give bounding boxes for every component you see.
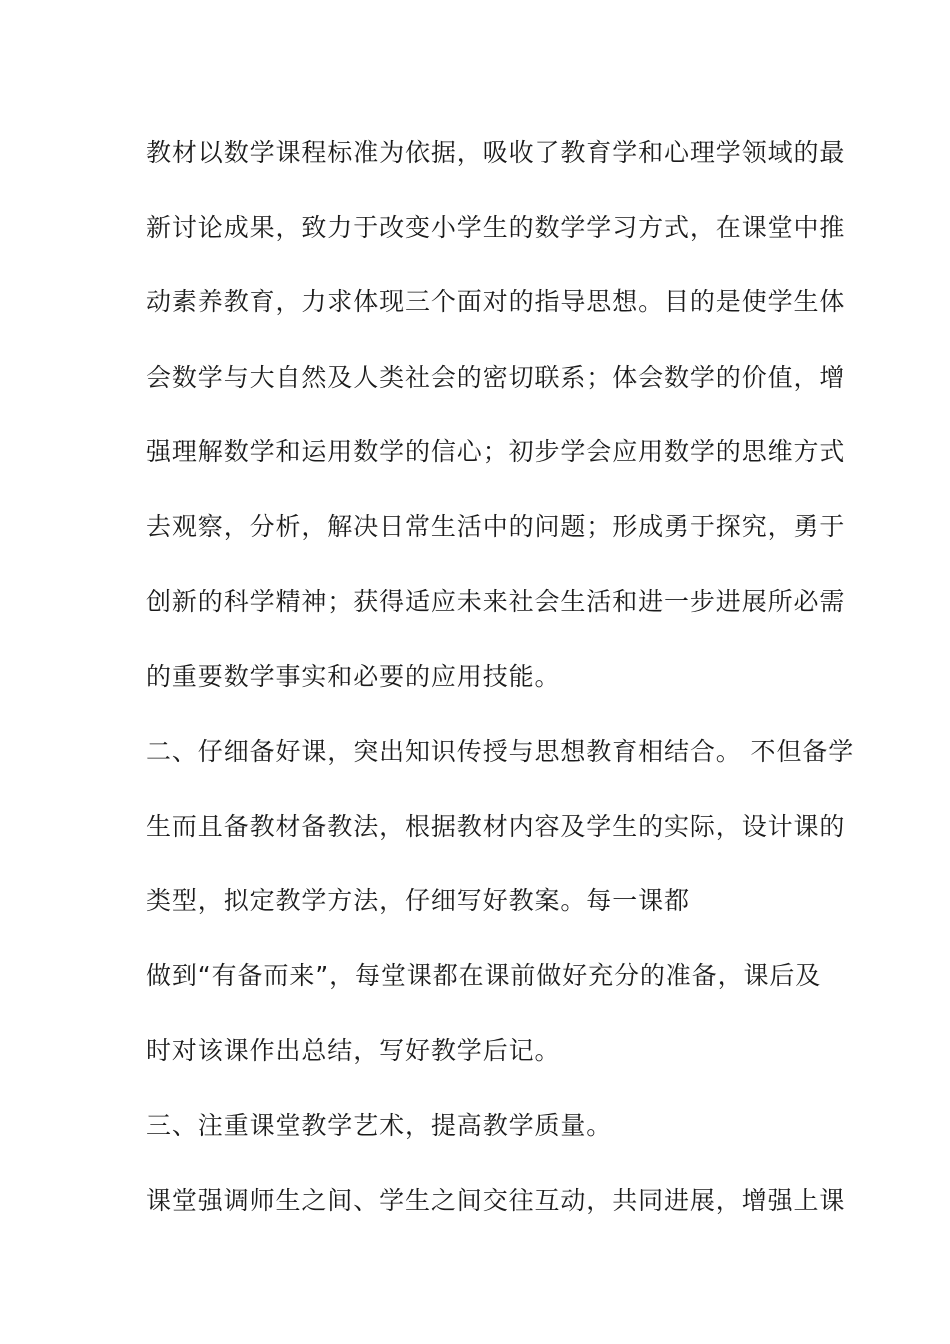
- section-heading-line: 三、注重课堂教学艺术，提高教学质量。: [146, 1111, 613, 1140]
- body-text-line: 时对该课作出总结，写好教学后记。: [146, 1036, 561, 1065]
- body-text-line: 的重要数学事实和必要的应用技能。: [146, 662, 561, 691]
- body-text-line: 动素养教育，力求体现三个面对的指导思想。目的是使学生体: [146, 287, 846, 316]
- body-text-line: 课堂强调师生之间、学生之间交往互动，共同进展，增强上课: [146, 1186, 846, 1215]
- body-text-line: 教材以数学课程标准为依据，吸收了教育学和心理学领域的最: [146, 138, 846, 167]
- body-text-line: 去观察，分析，解决日常生活中的问题；形成勇于探究，勇于: [146, 512, 846, 541]
- body-text-line: 强理解数学和运用数学的信心；初步学会应用数学的思维方式: [146, 437, 846, 466]
- body-text-line: 类型，拟定教学方法，仔细写好教案。每一课都: [146, 886, 690, 915]
- section-heading-line: 二、仔细备好课，突出知识传授与思想教育相结合。 不但备学: [146, 737, 855, 766]
- body-text-line: 新讨论成果，致力于改变小学生的数学学习方式，在课堂中推: [146, 213, 846, 242]
- body-text-line: 做到“有备而来”，每堂课都在课前做好充分的准备，课后及: [146, 961, 822, 990]
- body-text-line: 会数学与大自然及人类社会的密切联系；体会数学的价值，增: [146, 363, 846, 392]
- body-text-line: 创新的科学精神；获得适应未来社会生活和进一步进展所必需: [146, 587, 846, 616]
- body-text-line: 生而且备教材备教法，根据教材内容及学生的实际，设计课的: [146, 812, 846, 841]
